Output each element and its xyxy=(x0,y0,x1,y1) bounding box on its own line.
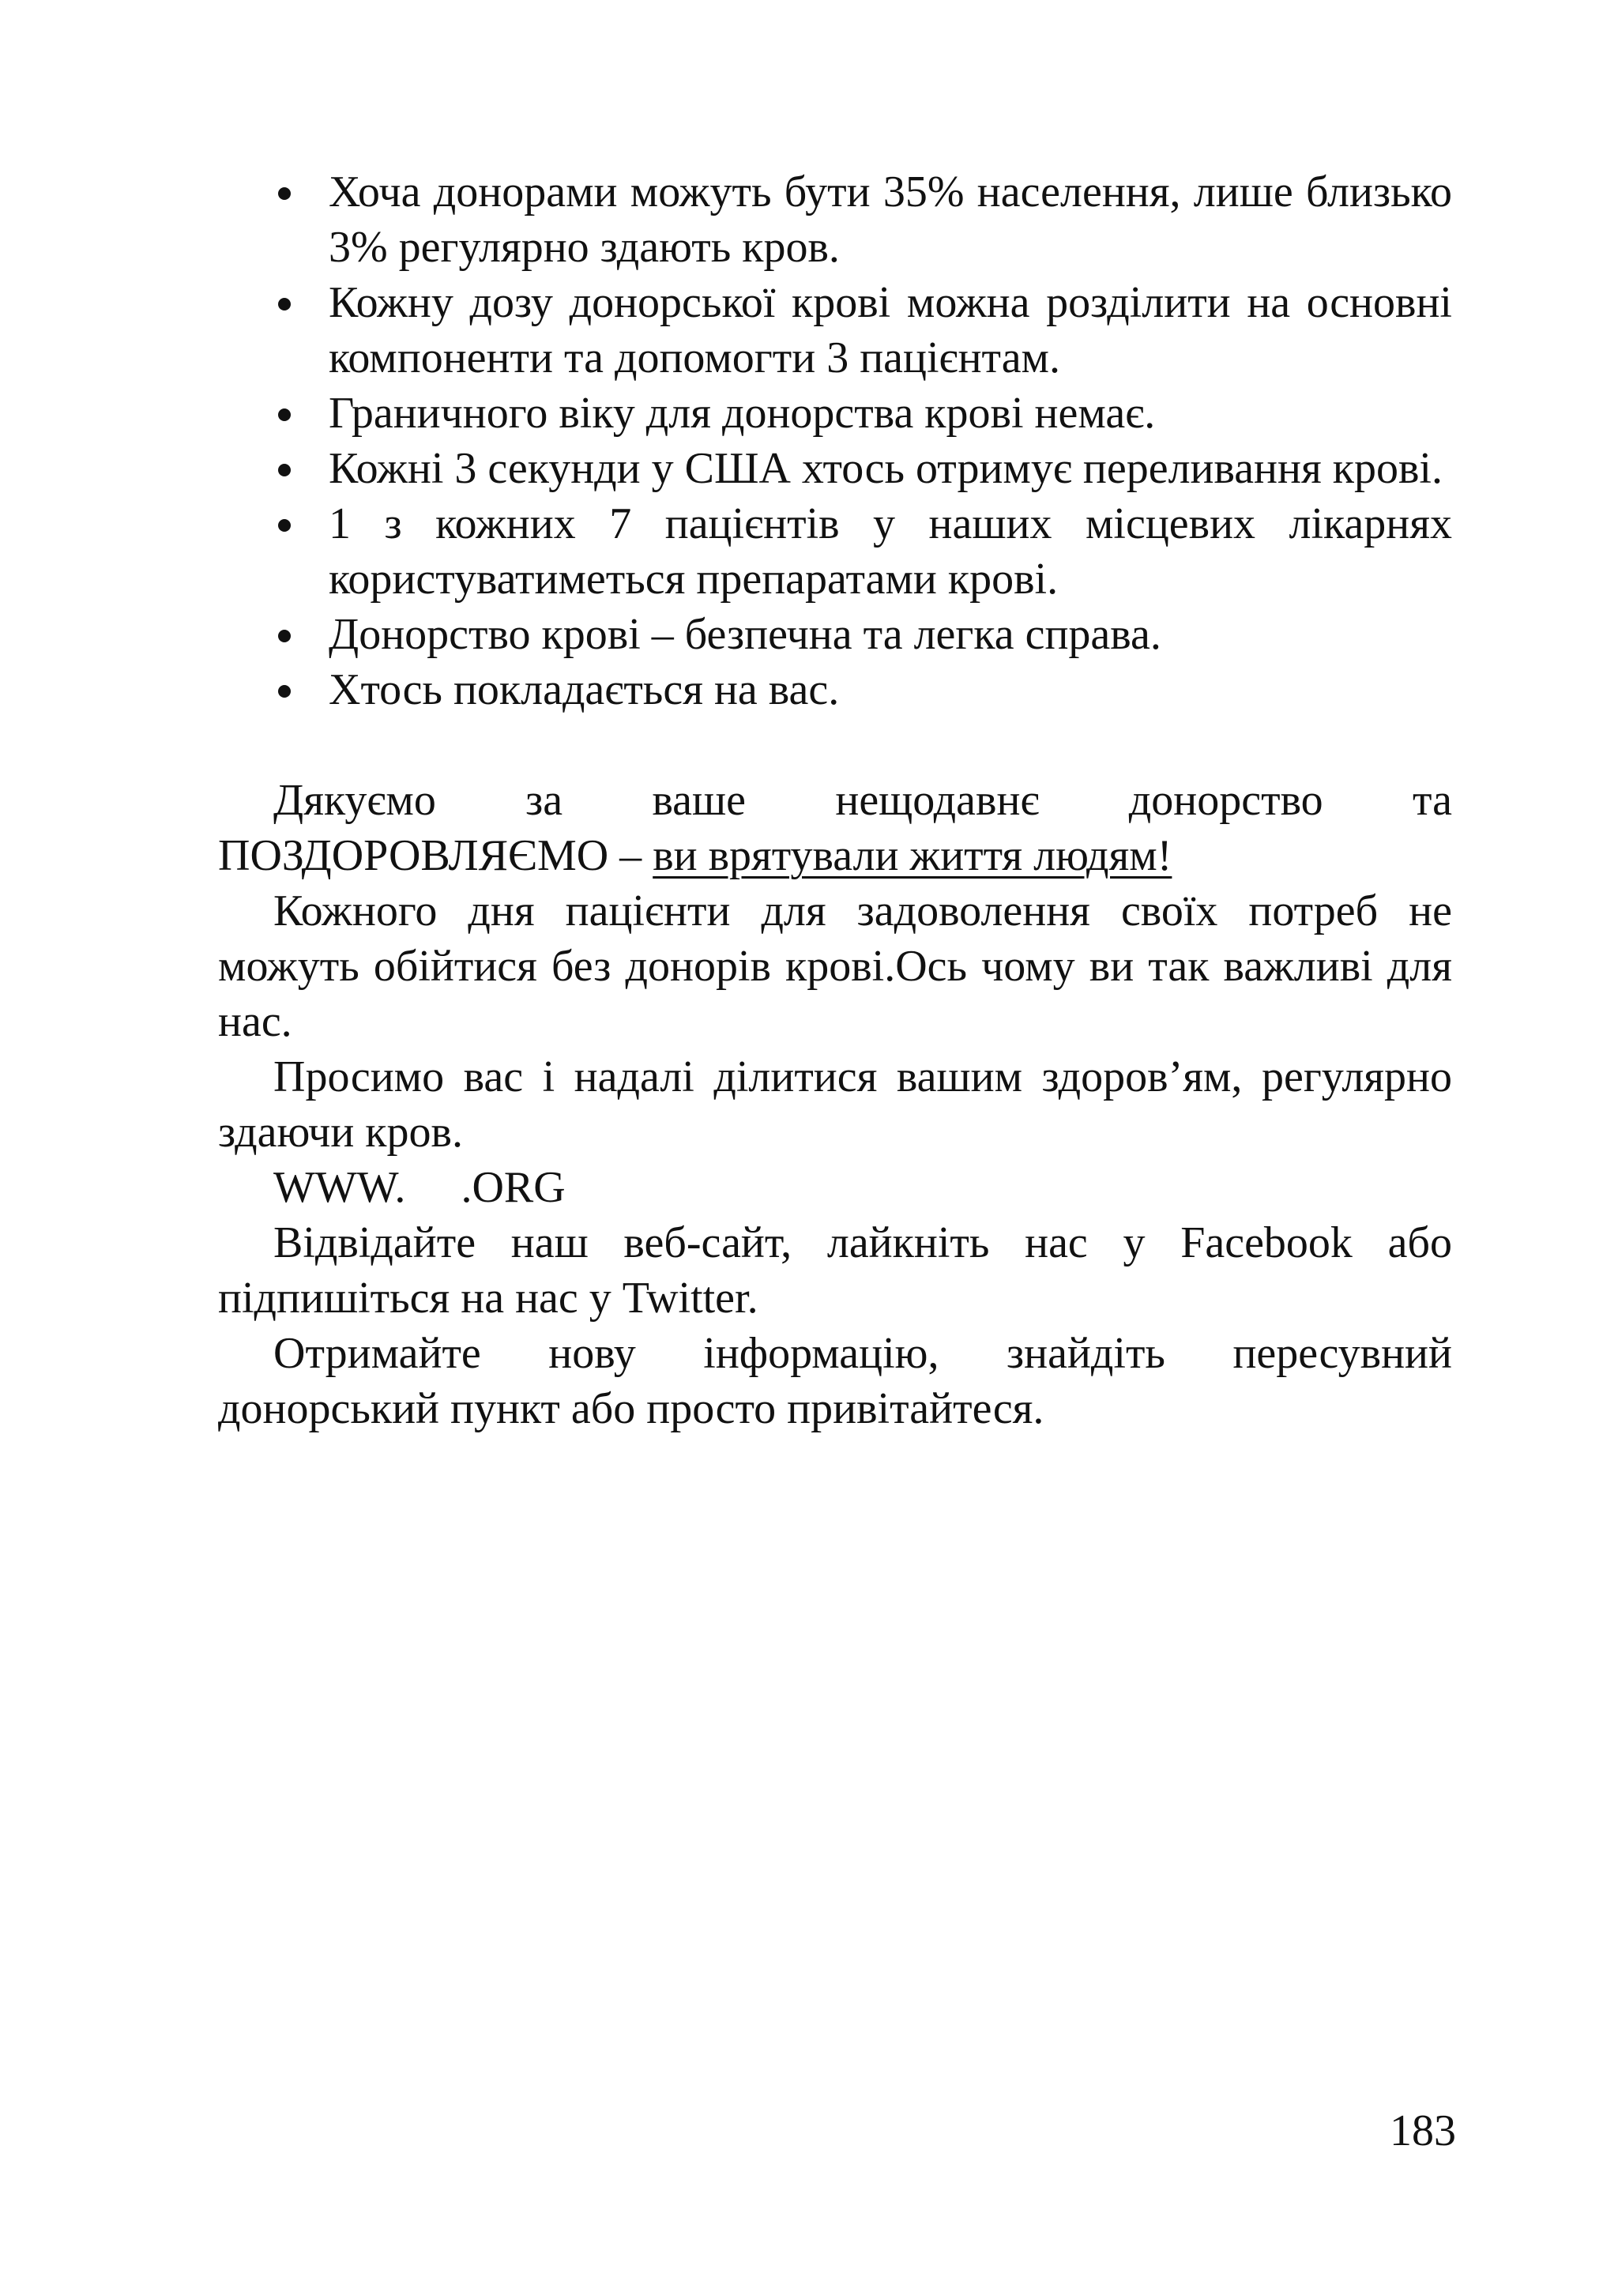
list-item-text: Граничного віку для донорства крові немає. xyxy=(329,389,1156,438)
list-item-text: Хтось покладається на вас. xyxy=(329,665,840,714)
paragraph: Відвідайте наш веб-сайт, лайкніть нас у Facebook або підпишіться на нас у Twitter. xyxy=(218,1218,1452,1323)
bullet-icon xyxy=(278,408,291,421)
bullet-icon xyxy=(278,519,291,532)
paragraph: Отримайте нову інформацію, знайдіть пересувний донорський пункт або просто привітайтеся. xyxy=(218,1329,1452,1433)
list-item-text: Кожні 3 секунди у США хтось отримує переливання крові. xyxy=(329,444,1443,493)
paragraph: Кожного дня пацієнти для задоволення своїх потреб не можуть обійтися без донорів крові.Ось чому ви так важливі для нас. xyxy=(218,886,1452,1046)
list-item xyxy=(218,275,1452,386)
saved-lives-text: ви врятували життя людям! xyxy=(653,831,1172,880)
list-item xyxy=(218,386,1452,441)
page-number: 183 xyxy=(1390,2106,1456,2155)
facts-list xyxy=(218,164,1452,717)
thanks-line-1: Дякуємо за ваше нещодавнє донорство та xyxy=(273,776,1452,825)
list-item-text: Донорство крові – безпечна та легка справа. xyxy=(329,610,1161,659)
list-item-text: 1 з кожних 7 пацієнтів у наших місцевих лікарнях користуватиметься препаратами крові. xyxy=(329,499,1452,604)
bullet-icon xyxy=(278,630,291,642)
thanks-section xyxy=(218,773,1452,1436)
bullet-icon xyxy=(278,685,291,698)
bullet-icon xyxy=(278,298,291,311)
url-prefix: WWW. xyxy=(273,1163,406,1212)
url-suffix: .ORG xyxy=(461,1163,566,1212)
paragraph: Просимо вас і надалі ділитися вашим здоров’ям, регулярно здаючи кров. xyxy=(218,1052,1452,1157)
bullet-icon xyxy=(278,187,291,200)
list-item xyxy=(218,607,1452,662)
list-item xyxy=(218,496,1452,607)
congrats-text: ПОЗДОРОВЛЯЄМО – xyxy=(218,831,653,880)
list-item-text: Хоча донорами можуть бути 35% населення, лише близько 3% регулярно здають кров. xyxy=(329,167,1452,272)
list-item-text: Кожну дозу донорської крові можна розділити на основні компоненти та допомогти 3 пацієнтам. xyxy=(329,278,1452,382)
website-url xyxy=(218,1160,1452,1215)
bullet-icon xyxy=(278,464,291,476)
list-item xyxy=(218,164,1452,275)
list-item xyxy=(218,662,1452,717)
page-body xyxy=(218,164,1452,1436)
list-item xyxy=(218,441,1452,496)
thanks-line-2 xyxy=(218,828,1452,883)
